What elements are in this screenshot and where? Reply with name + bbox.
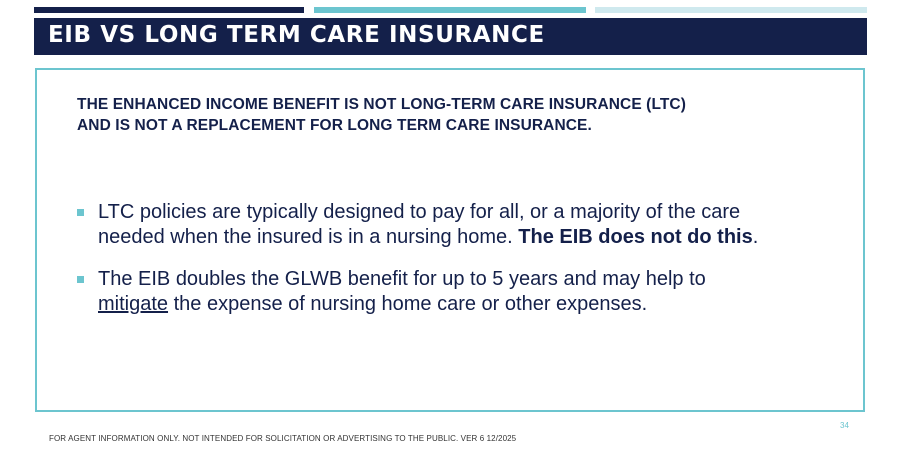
square-bullet-icon bbox=[77, 276, 84, 283]
bullet-1-bold-text: The EIB does not do this bbox=[518, 226, 753, 248]
disclaimer-heading bbox=[77, 94, 837, 136]
content-box bbox=[35, 68, 865, 412]
accent-bar-light bbox=[595, 7, 867, 13]
page-number: 34 bbox=[840, 421, 849, 430]
bullet-2-line-2 bbox=[98, 292, 855, 317]
accent-bar-teal bbox=[314, 7, 586, 13]
bullet-2-underlined-text: mitigate bbox=[98, 293, 169, 315]
bullet-list bbox=[75, 200, 855, 317]
bullet-1-line-2 bbox=[98, 225, 855, 250]
bullet-2-rest-text: the expense of nursing home care or other expenses. bbox=[168, 293, 648, 315]
accent-bar-navy bbox=[34, 7, 304, 13]
heading-line-1: THE ENHANCED INCOME BENEFIT IS NOT LONG-TERM CARE INSURANCE (LTC) bbox=[77, 96, 686, 113]
bullet-item-ltc bbox=[75, 200, 855, 250]
square-bullet-icon bbox=[77, 209, 84, 216]
bullet-1-end-punct: . bbox=[752, 226, 759, 248]
bullet-1-line-1: LTC policies are typically designed to pay for all, or a majority of the care bbox=[98, 201, 741, 223]
bullet-2-line-1: The EIB doubles the GLWB benefit for up to 5 years and may help to bbox=[98, 268, 706, 290]
title-bar bbox=[34, 18, 867, 55]
bullet-item-eib bbox=[75, 267, 855, 317]
slide-title: EIB VS LONG TERM CARE INSURANCE bbox=[48, 22, 545, 48]
heading-line-2: AND IS NOT A REPLACEMENT FOR LONG TERM CARE INSURANCE. bbox=[77, 117, 592, 134]
bullet-1-plain-text: needed when the insured is in a nursing home. bbox=[98, 226, 519, 248]
footer-disclaimer: FOR AGENT INFORMATION ONLY. NOT INTENDED FOR SOLICITATION OR ADVERTISING TO THE PUBLIC. VER 6 12/2025 bbox=[49, 434, 517, 443]
